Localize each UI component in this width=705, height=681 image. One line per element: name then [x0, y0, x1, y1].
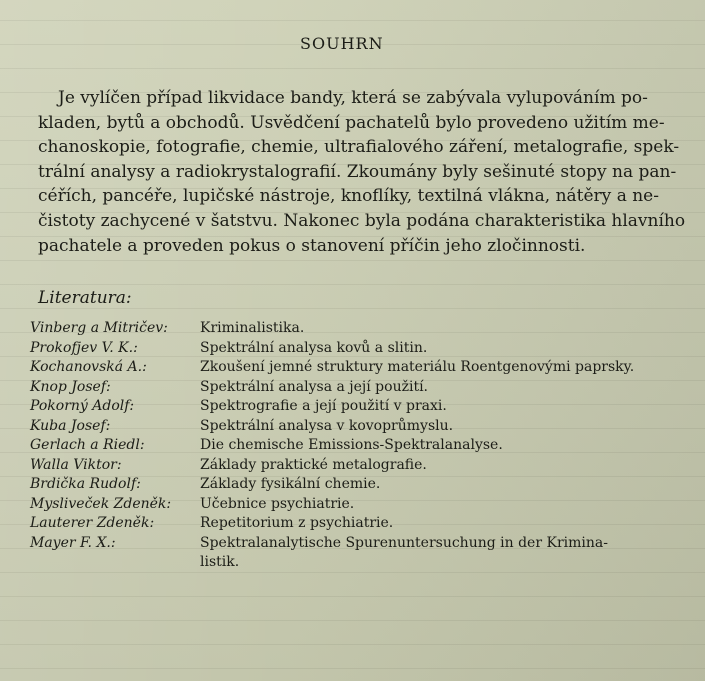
reference-title: Die chemische Emissions-Spektralanalyse. — [200, 437, 503, 453]
reference-entry — [30, 417, 700, 437]
reference-entry — [30, 436, 700, 456]
reference-author: Brdička Rudolf: — [30, 476, 141, 492]
reference-title-line: Spektralanalytische Spurenuntersuchung in der Krimina- — [200, 534, 608, 551]
reference-title: Spektrografie a její použití v praxi. — [200, 398, 447, 414]
section-heading: SOUHRN — [300, 34, 384, 53]
reference-author: Walla Viktor: — [30, 456, 122, 473]
reference-author: Prokofjev V. K.: — [30, 339, 138, 356]
reference-author: Knop Josef: — [30, 378, 111, 395]
reference-title-continuation: listik. — [200, 553, 240, 570]
reference-title: Zkoušení jemné struktury materiálu Roentgenovými paprsky. — [200, 359, 635, 375]
summary-line: céřích, pancéře, lupičské nástroje, knoflíky, textilná vlákna, nátěry a ne- — [38, 186, 659, 207]
reference-author: Lauterer Zdeněk: — [30, 515, 155, 531]
reference-author: Vinberg a Mitričev: — [30, 320, 168, 336]
reference-author: Gerlach a Riedl: — [30, 437, 145, 453]
reference-title: Spektrální analysa a její použití. — [200, 378, 428, 395]
summary-line: čistoty zachycené v šatstvu. Nakonec byla podána charakteristika hlavního — [38, 210, 686, 231]
reference-author: Kochanovská A.: — [30, 359, 147, 375]
reference-entry — [30, 339, 700, 359]
reference-title: Základy praktické metalografie. — [200, 456, 427, 473]
reference-author: Pokorný Adolf: — [30, 398, 135, 414]
reference-title: Kriminalistika. — [200, 320, 305, 336]
reference-author: Mysliveček Zdeněk: — [30, 495, 172, 512]
literature-heading: Literatura: — [38, 288, 132, 308]
reference-title: Repetitorium z psychiatrie. — [200, 515, 394, 531]
reference-title: Spektrální analysa kovů a slitin. — [200, 339, 428, 356]
reference-entry — [30, 475, 700, 495]
reference-list — [30, 319, 700, 572]
reference-entry — [30, 319, 700, 339]
reference-author: Mayer F. X.: — [30, 534, 116, 551]
reference-entry — [30, 378, 700, 398]
summary-line: pachatele a proveden pokus o stanovení příčin jeho zločinnosti. — [38, 235, 586, 256]
reference-entry — [30, 534, 700, 572]
reference-entry — [30, 456, 700, 476]
reference-title: Spektrální analysa v kovoprůmyslu. — [200, 417, 454, 434]
summary-line: Je vylíčen případ likvidace bandy, která se zabývala vylupováním po- — [58, 88, 648, 108]
summary-line: kladen, bytů a obchodů. Usvědčení pachatelů bylo provedeno užitím me- — [38, 112, 665, 133]
summary-paragraph — [38, 86, 693, 258]
reference-entry — [30, 495, 700, 515]
reference-title: Základy fysikální chemie. — [200, 476, 381, 492]
reference-author: Kuba Josef: — [30, 417, 111, 434]
reference-entry — [30, 397, 700, 417]
reference-title — [200, 534, 700, 572]
summary-line: chanoskopie, fotografie, chemie, ultrafialového záření, metalografie, spek- — [38, 137, 680, 158]
reference-entry — [30, 514, 700, 534]
summary-line: trální analysy a radiokrystalografií. Zkoumány byly sešinuté stopy na pan- — [38, 161, 677, 182]
reference-entry — [30, 358, 700, 378]
reference-title: Učebnice psychiatrie. — [200, 495, 355, 512]
